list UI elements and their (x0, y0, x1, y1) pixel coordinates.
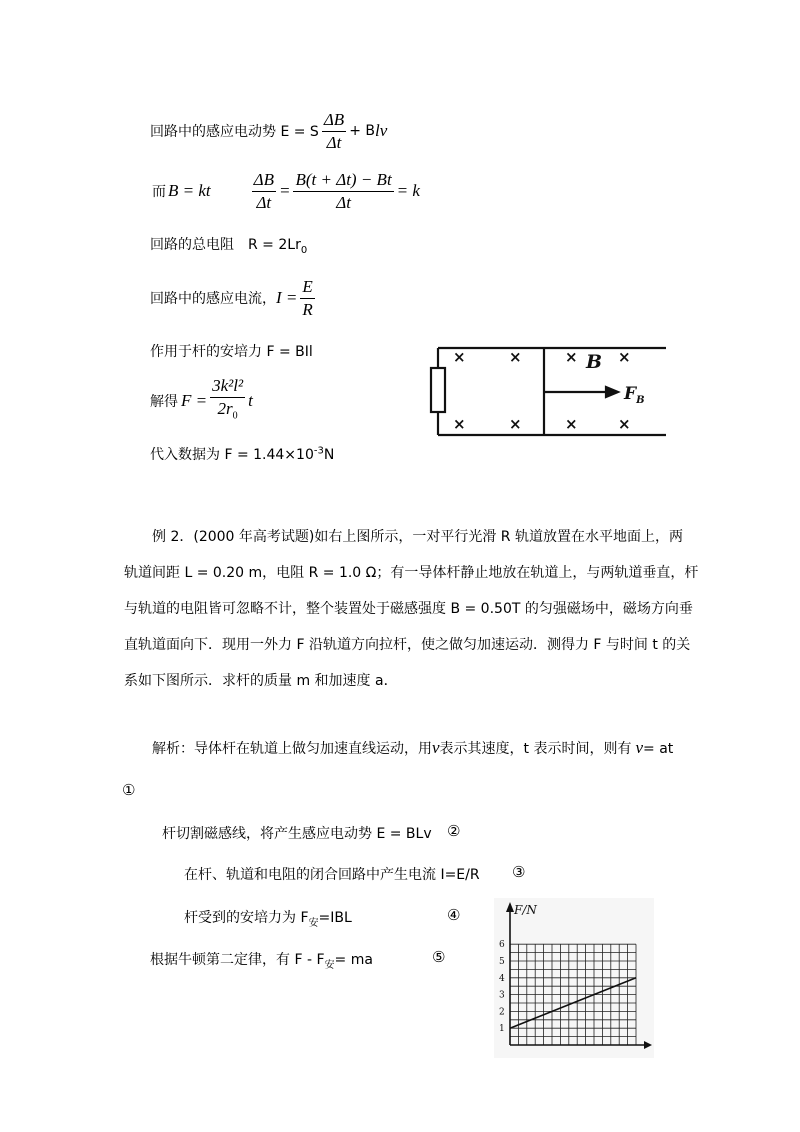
step-newton (150, 949, 373, 971)
analysis-eq: = at (643, 741, 674, 757)
magnetic-field-label: B (586, 351, 603, 373)
emf-frac-num: ΔB (322, 110, 346, 132)
step-newton-text-b: = ma (334, 952, 373, 968)
equation-mark-4: ④ (447, 906, 461, 924)
y-tick-label: 1 (499, 1024, 505, 1035)
emf-l: l (375, 121, 380, 140)
data-exp: -3 (313, 445, 324, 457)
y-tick-label: 6 (499, 940, 505, 951)
force-time-chart (494, 898, 654, 1058)
field-cross: × (453, 415, 466, 433)
analysis-v1: v (432, 738, 440, 757)
example-line: 轨道间距 L = 0.20 m，电阻 R = 1.0 Ω；有一导体杆静止地放在轨道上，与两轨道垂直，杆 (124, 565, 699, 581)
current-lhs: I = (276, 288, 298, 307)
data-equation (150, 444, 334, 464)
analysis-line (152, 737, 673, 760)
emf-frac-den: Δt (326, 132, 342, 152)
force-text: 作用于杆的安培力 F = BIl (150, 344, 313, 360)
equation-mark-3: ③ (512, 863, 526, 881)
resistance-sub: 0 (300, 244, 308, 256)
solve-prefix: 解得 (150, 394, 178, 410)
y-axis-label: F/N (514, 903, 537, 917)
emf-equation (150, 108, 387, 154)
step-emf (162, 823, 432, 843)
current-den: R (302, 299, 313, 319)
ampere-force-letter: F (624, 384, 637, 404)
ampere-force-sub: B (636, 395, 645, 406)
field-cross: × (565, 415, 578, 433)
step-force-sub: 安 (308, 917, 319, 929)
example-line: 例 2．(2000 年高考试题)如右上图所示，一对平行光滑 R 轨道放置在水平地面上，两 (152, 529, 683, 545)
field-cross: × (618, 348, 631, 366)
b-result: = k (396, 181, 420, 200)
b-lhs-fraction (252, 170, 276, 213)
current-equation (150, 275, 318, 321)
analysis-v2: v (635, 738, 644, 757)
step-force (184, 907, 352, 929)
emf-suffix: + B (349, 123, 375, 139)
force-equation (150, 341, 313, 361)
field-cross: × (618, 415, 631, 433)
b-rhs-den: Δt (336, 192, 351, 212)
solve-den (216, 398, 240, 426)
emf-prefix: 回路中的感应电动势 E = S (150, 124, 319, 140)
y-tick-label: 4 (499, 973, 505, 984)
solve-tail: t (248, 391, 253, 410)
b-lhs-num: ΔB (252, 170, 276, 192)
y-tick-label: 3 (499, 990, 505, 1001)
field-cross: × (509, 348, 522, 366)
example-line: 系如下图所示．求杆的质量 m 和加速度 a． (124, 673, 398, 689)
step-newton-sub: 安 (324, 959, 335, 971)
step-force-text-b: =IBL (318, 910, 352, 926)
example-line: 直轨道面向下．现用一外力 F 沿轨道方向拉杆，使之做匀加速运动．测得力 F 与时间 t 的关 (124, 637, 691, 653)
field-cross: × (565, 348, 578, 366)
force-arrowhead-icon (606, 387, 618, 397)
analysis-prefix: 解析：导体杆在轨道上做匀加速直线运动，用 (152, 741, 432, 757)
y-tick-label: 5 (499, 957, 505, 967)
b-definition: B = kt (168, 181, 211, 200)
solve-den-base: 2r (217, 398, 233, 418)
example-line: 与轨道的电阻皆可忽略不计，整个装置处于磁感强度 B = 0.50T 的匀强磁场中，磁场方向垂 (124, 601, 693, 617)
y-tick-label: 2 (499, 1007, 505, 1018)
equation-mark-5: ⑤ (432, 948, 446, 966)
emf-fraction (322, 110, 346, 153)
emf-v: v (379, 121, 388, 140)
solve-equation (150, 376, 253, 426)
current-prefix: 回路中的感应电流， (150, 291, 276, 307)
b-prefix: 而 (152, 184, 166, 200)
data-text: 代入数据为 F = 1.44×10 (150, 447, 314, 463)
b-lhs-den: Δt (256, 192, 272, 212)
current-fraction (300, 277, 314, 320)
step-current-text: 在杆、轨道和电阻的闭合回路中产生电流 I=E/R (184, 867, 480, 883)
step-newton-text-a: 根据牛顿第二定律，有 F - F (150, 952, 325, 968)
resistance-text: 回路的总电阻 R = 2Lr (150, 237, 301, 253)
equals-sign: = (279, 181, 291, 200)
field-cross: × (453, 348, 466, 366)
resistance-equation (150, 234, 307, 256)
ampere-force-label (623, 384, 645, 406)
example-paragraph (124, 519, 698, 699)
equation-mark-1: ① (122, 781, 136, 799)
solve-den-sub: 0 (232, 410, 238, 422)
b-rhs-num: B(t + Δt) − Bt (293, 170, 393, 192)
field-cross: × (509, 415, 522, 433)
analysis-mid: 表示其速度，t 表示时间，则有 (439, 741, 632, 757)
equation-mark-2: ② (447, 822, 461, 840)
rail-circuit-diagram (420, 340, 670, 442)
step-current (184, 864, 480, 884)
resistor-icon (431, 368, 445, 412)
solve-fraction (210, 376, 245, 426)
solve-num: 3k²l² (210, 376, 245, 398)
step-force-text-a: 杆受到的安培力为 F (184, 910, 309, 926)
data-unit: N (323, 447, 335, 463)
solve-lhs: F = (181, 391, 208, 410)
current-num: E (300, 277, 314, 299)
b-rhs-fraction (293, 170, 393, 213)
step-emf-text: 杆切割磁感线，将产生感应电动势 E = BLv (162, 826, 432, 842)
b-equation (152, 168, 420, 214)
